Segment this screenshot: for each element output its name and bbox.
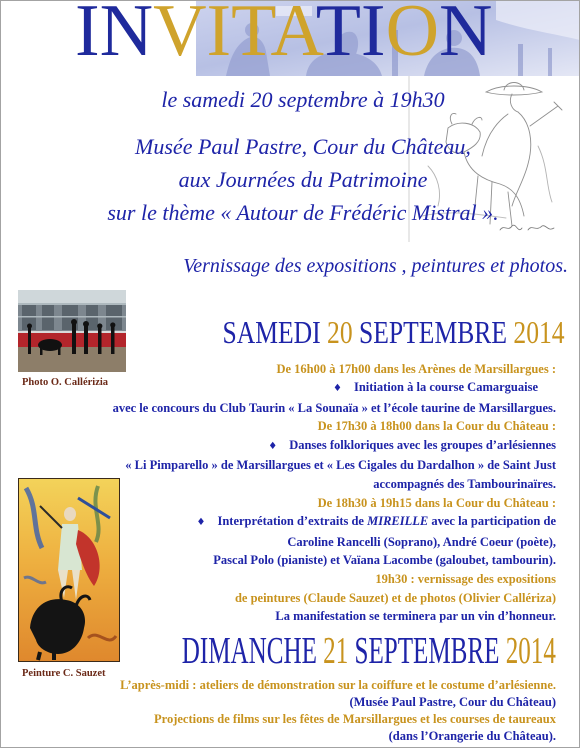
heading-month: SEPTEMBRE bbox=[354, 630, 500, 672]
program-line: (Musée Paul Pastre, Cour du Château) bbox=[349, 695, 556, 709]
program-line: L’après-midi : ateliers de démonstration sur la coiffure et le costume d’arlésienne. bbox=[120, 678, 556, 692]
program-line: De 18h30 à 19h15 dans la Cour du Château : bbox=[317, 495, 556, 510]
title-segment: TI bbox=[315, 0, 386, 72]
photo-caption: Photo O. Callérizia bbox=[22, 377, 109, 388]
mireille-title: MIREILLE bbox=[367, 514, 429, 529]
diamond-bullet-icon: ♦ bbox=[268, 440, 278, 452]
program-line: avec le concours du Club Taurin « La Sounaïa » et l’école taurine de Marsillargues. bbox=[112, 400, 556, 415]
intro-date-line: le samedi 20 septembre à 19h30 bbox=[161, 86, 445, 112]
heading-year: 2014 bbox=[513, 314, 565, 350]
program-line: La manifestation se terminera par un vin d’honneur. bbox=[275, 609, 556, 624]
title-segment: IN bbox=[75, 0, 154, 72]
intro-event-line: aux Journées du Patrimoine bbox=[178, 166, 428, 192]
diamond-bullet-icon: ♦ bbox=[333, 383, 342, 395]
program-bullet-line bbox=[26, 378, 556, 399]
program-line: De 17h30 à 18h00 dans la Cour du Château : bbox=[317, 419, 556, 434]
program-line: Projections de films sur les fêtes de Marsillargues et les courses de taureaux bbox=[153, 712, 556, 726]
heading-date: 21 bbox=[323, 630, 349, 672]
vernissage-line: Vernissage des expositions , peintures et photos. bbox=[183, 255, 568, 277]
heading-day: SAMEDI bbox=[222, 314, 322, 350]
intro-theme-line: sur le thème « Autour de Frédéric Mistral ». bbox=[107, 199, 499, 225]
program-line-text: Initiation à la course Camarguaise bbox=[353, 380, 538, 395]
sunday-heading bbox=[182, 632, 556, 670]
program-line-text: avec la participation de bbox=[428, 514, 556, 529]
program-line-text: Interprétation d’extraits de bbox=[217, 514, 368, 529]
title-segment: VITA bbox=[153, 0, 316, 72]
program-bullet-line bbox=[26, 436, 556, 457]
program-line-text: Danses folkloriques avec les groupes d’arlésiennes bbox=[289, 437, 556, 452]
heading-month: SEPTEMBRE bbox=[359, 314, 508, 350]
program-line: 19h30 : vernissage des expositions bbox=[375, 572, 556, 587]
program-line: accompagnés des Tambourinaïres. bbox=[373, 477, 556, 492]
heading-year: 2014 bbox=[505, 630, 556, 672]
diamond-bullet-icon: ♦ bbox=[196, 517, 206, 529]
program-line: « Li Pimparello » de Marsillargues et « Les Cigales du Dardalhon » de Saint Just bbox=[125, 458, 556, 473]
invitation-title bbox=[75, 0, 493, 72]
heading-day: DIMANCHE bbox=[181, 630, 318, 672]
intro-venue-line: Musée Paul Pastre, Cour du Château, bbox=[135, 133, 471, 159]
program-line: De 16h00 à 17h00 dans les Arènes de Marsillargues : bbox=[276, 361, 556, 376]
title-segment: O bbox=[385, 0, 440, 72]
program-line: Pascal Polo (pianiste) et Vaïana Lacombe (galoubet, tambourin). bbox=[213, 553, 556, 568]
matador-painting bbox=[18, 478, 120, 662]
saturday-heading bbox=[223, 316, 565, 348]
painting-caption: Peinture C. Sauzet bbox=[22, 668, 106, 679]
heading-date: 20 bbox=[327, 314, 354, 350]
title-segment: N bbox=[439, 0, 493, 72]
program-line: de peintures (Claude Sauzet) et de photos (Olivier Callériza) bbox=[234, 590, 556, 605]
program-line: Caroline Rancelli (Soprano), André Coeur (poète), bbox=[287, 534, 556, 549]
program-line: (dans l’Orangerie du Château). bbox=[388, 729, 556, 743]
sunday-program bbox=[26, 677, 556, 745]
